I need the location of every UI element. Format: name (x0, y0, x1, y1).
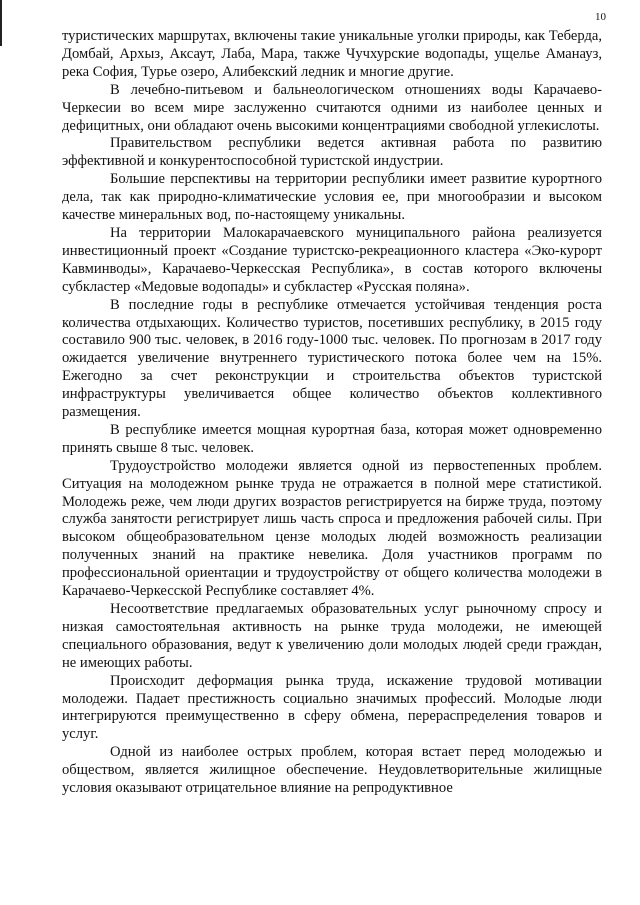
paragraph: Правительством республики ведется активная работа по развитию эффективной и конкурентоспособной туристской индустрии. (62, 135, 602, 170)
paragraph: Одной из наиболее острых проблем, которая встает перед молодежью и обществом, является жилищное обеспечение. Неудовлетворительные жилищные условия оказывают отрицательное влияние на репродуктивное (62, 744, 602, 797)
paragraph: Трудоустройство молодежи является одной из первостепенных проблем. Ситуация на молодежном рынке труда не отражается в полной мере статистикой. Молодежь реже, чем люди других возрастов регистрируется на бирже труда, поэтому служба занятости регистрирует лишь часть спроса и предложения рабочей силы. При высоком общеобразовательном цензе молодых людей возможность реализации полученных знаний на практике невелика. Доля участников программ по профессиональной ориентации и трудоустройству от общего количества молодежи в Карачаево-Черкесской Республике составляет 4%. (62, 457, 602, 600)
scan-edge-mark (0, 0, 2, 46)
paragraph: Несоответствие предлагаемых образовательных услуг рыночному спросу и низкая самостоятельная активность на рынке труда молодежи, не имеющей специального образования, ведут к увеличению доли молодых людей среди граждан, не имеющих работы. (62, 601, 602, 671)
paragraph: туристических маршрутах, включены такие уникальные уголки природы, как Теберда, Домбай, Архыз, Аксаут, Лаба, Мара, также Чучхурские водопады, ущелье Аманауз, река София, Турье озеро, Алибекский ледник и многие другие. (62, 28, 602, 80)
page-number: 10 (595, 11, 606, 23)
paragraph: Происходит деформация рынка труда, искажение трудовой мотивации молодежи. Падает престижность социально значимых профессий. Молодые люди интегрируются преимущественно в сферу обмена, перераспределения товаров и услуг. (62, 672, 602, 743)
paragraph: В последние годы в республике отмечается устойчивая тенденция роста количества отдыхающих. Количество туристов, посетивших республику, в 2015 году составило 900 тыс. человек, в 2016 году-1000 тыс. человек. По прогнозам в 2017 году ожидается увеличение внутреннего туристического потока более чем на 15%. Ежегодно за счет реконструкции и строительства объектов туристской инфраструктуры увеличивается общее количество объектов коллективного размещения. (62, 296, 602, 421)
paragraph: Большие перспективы на территории республики имеет развитие курортного дела, так как природно-климатические условия ее, при многообразии и высоком качестве минеральных вод, по-настоящему уникальны. (62, 171, 602, 224)
body-text (62, 28, 602, 798)
paragraph: В лечебно-питьевом и бальнеологическом отношениях воды Карачаево-Черкесии во всем мире заслуженно считаются одними из наиболее ценных и дефицитных, они обладают очень высокими концентрациями свободной углекислоты. (62, 81, 602, 134)
paragraph: На территории Малокарачаевского муниципального района реализуется инвестиционный проект «Создание туристско-рекреационного кластера «Эко-курорт Кавминводы», Карачаево-Черкесская Республика», в состав которого включены субкластер «Медовые водопады» и субкластер «Русская поляна». (62, 224, 602, 295)
paragraph: В республике имеется мощная курортная база, которая может одновременно принять свыше 8 тыс. человек. (62, 421, 602, 456)
